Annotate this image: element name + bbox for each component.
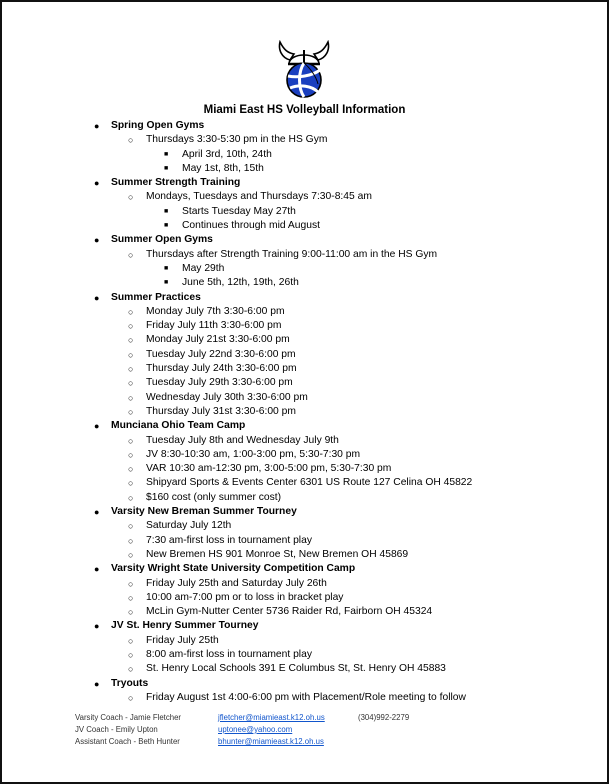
sub-list-item — [2, 276, 607, 290]
bullet-icon: ○ — [128, 335, 134, 346]
list-item — [2, 434, 607, 448]
bullet-icon: ○ — [128, 249, 134, 260]
list-item-text: Mondays, Tuesdays and Thursdays 7:30-8:45 am — [146, 191, 372, 203]
coach-name: Varsity Coach - Jamie Fletcher — [75, 713, 182, 722]
list-item-text: Tuesday July 22nd 3:30-6:00 pm — [146, 348, 296, 360]
list-item-text: Friday August 1st 4:00-6:00 pm with Placement/Role meeting to follow — [146, 691, 466, 703]
sub-list-item-text: May 1st, 8th, 15th — [182, 162, 264, 174]
list-item-text: VAR 10:30 am-12:30 pm, 3:00-5:00 pm, 5:30-7:30 pm — [146, 463, 392, 475]
list-item — [2, 348, 607, 362]
section-heading — [2, 419, 607, 433]
list-item-text: Monday July 7th 3:30-6:00 pm — [146, 305, 285, 317]
list-item — [2, 448, 607, 462]
bullet-icon: ■ — [164, 279, 169, 287]
bullet-icon: ○ — [128, 464, 134, 475]
bullet-icon: ○ — [128, 406, 134, 417]
section-heading-text: Spring Open Gyms — [111, 120, 205, 131]
list-item — [2, 548, 607, 562]
list-item — [2, 391, 607, 405]
sub-list-item — [2, 262, 607, 276]
sub-list-item — [2, 162, 607, 176]
list-item — [2, 577, 607, 591]
sub-list-item — [2, 205, 607, 219]
list-item — [2, 534, 607, 548]
contact-row — [75, 736, 535, 748]
list-item — [2, 376, 607, 390]
sub-list-item — [2, 219, 607, 233]
list-item-text: JV 8:30-10:30 am, 1:00-3:00 pm, 5:30-7:30 pm — [146, 448, 361, 460]
list-item-text: Friday July 25th and Saturday July 26th — [146, 577, 327, 589]
list-item-text: Thursday July 24th 3:30-6:00 pm — [146, 363, 297, 375]
section-heading — [2, 176, 607, 190]
list-item — [2, 605, 607, 619]
list-item-text: Thursdays after Strength Training 9:00-11:00 am in the HS Gym — [146, 248, 438, 260]
coach-email-link[interactable]: jfletcher@miamieast.k12.oh.us — [218, 713, 325, 722]
bullet-icon: ● — [94, 564, 100, 575]
list-item-text: Thursdays 3:30-5:30 pm in the HS Gym — [146, 134, 328, 146]
list-item-text: Tuesday July 29th 3:30-6:00 pm — [146, 377, 293, 389]
bullet-icon: ○ — [128, 607, 134, 618]
contact-info — [75, 712, 535, 748]
list-item-text: $160 cost (only summer cost) — [146, 491, 282, 503]
list-item-text: Shipyard Sports & Events Center 6301 US Route 127 Celina OH 45822 — [146, 477, 473, 489]
list-item-text: Saturday July 12th — [146, 520, 232, 532]
list-item-text: 10:00 am-7:00 pm or to loss in bracket play — [146, 591, 344, 603]
page-title: Miami East HS Volleyball Information — [203, 104, 406, 116]
bullet-icon: ● — [94, 235, 100, 246]
list-item — [2, 648, 607, 662]
bullet-icon: ■ — [164, 164, 169, 172]
bullet-icon: ○ — [128, 649, 134, 660]
coach-email-link[interactable]: uptonee@yahoo.com — [218, 725, 293, 734]
list-item-text: Friday July 11th 3:30-6:00 pm — [146, 320, 282, 332]
bullet-icon: ○ — [128, 478, 134, 489]
section-heading — [2, 505, 607, 519]
bullet-icon: ○ — [128, 321, 134, 332]
list-item — [2, 405, 607, 419]
bullet-icon: ■ — [164, 150, 169, 158]
list-item — [2, 691, 607, 705]
section-heading-text: Tryouts — [111, 677, 149, 689]
list-item — [2, 133, 607, 147]
bullet-icon: ○ — [128, 135, 134, 146]
coach-email-link[interactable]: bhunter@miamieast.k12.oh.us — [218, 737, 324, 746]
bullet-icon: ○ — [128, 192, 134, 203]
list-item — [2, 662, 607, 676]
section-heading — [2, 562, 607, 576]
bullet-icon: ■ — [164, 264, 169, 272]
list-item — [2, 190, 607, 204]
sub-list-item-text: Starts Tuesday May 27th — [182, 205, 296, 217]
bullet-icon: ○ — [128, 521, 134, 532]
bullet-icon: ■ — [164, 207, 169, 215]
sub-list-item-text: June 5th, 12th, 19th, 26th — [182, 277, 299, 289]
viking-volleyball-logo-icon — [276, 40, 332, 100]
list-item — [2, 248, 607, 262]
section-heading-text: Summer Practices — [111, 291, 201, 303]
list-item-text: Monday July 21st 3:30-6:00 pm — [146, 334, 290, 346]
section-heading — [2, 619, 607, 633]
bullet-icon: ○ — [128, 664, 134, 675]
list-item-text: Friday July 25th — [146, 634, 219, 646]
bullet-icon: ● — [94, 678, 100, 689]
list-item-text: Thursday July 31st 3:30-6:00 pm — [146, 405, 296, 417]
section-heading — [2, 119, 607, 133]
section-heading — [2, 677, 607, 691]
list-item-text: Wednesday July 30th 3:30-6:00 pm — [146, 391, 308, 403]
bullet-icon: ○ — [128, 364, 134, 375]
list-item — [2, 476, 607, 490]
bullet-icon: ○ — [128, 449, 134, 460]
section-heading-text: Varsity Wright State University Competition Camp — [111, 563, 356, 575]
bullet-icon: ○ — [128, 592, 134, 603]
section-heading — [2, 233, 607, 247]
bullet-icon: ● — [94, 292, 100, 303]
list-item — [2, 519, 607, 533]
list-item — [2, 591, 607, 605]
list-item — [2, 333, 607, 347]
list-item-text: Tuesday July 8th and Wednesday July 9th — [146, 434, 339, 446]
list-item — [2, 462, 607, 476]
bullet-icon: ○ — [128, 392, 134, 403]
bullet-icon: ○ — [128, 549, 134, 560]
bullet-icon: ○ — [128, 578, 134, 589]
list-item-text: New Bremen HS 901 Monroe St, New Bremen OH 45869 — [146, 548, 409, 560]
list-item — [2, 362, 607, 376]
sub-list-item-text: April 3rd, 10th, 24th — [182, 148, 272, 160]
bullet-icon: ● — [94, 621, 100, 632]
list-item-text: St. Henry Local Schools 391 E Columbus St, St. Henry OH 45883 — [146, 663, 446, 675]
bullet-icon: ○ — [128, 378, 134, 389]
list-item-text: McLin Gym-Nutter Center 5736 Raider Rd, Fairborn OH 45324 — [146, 606, 433, 618]
bullet-icon: ■ — [164, 222, 169, 230]
contact-row — [75, 712, 535, 724]
list-item — [2, 491, 607, 505]
section-heading-text: Summer Open Gyms — [111, 234, 213, 246]
coach-name: Assistant Coach - Beth Hunter — [75, 737, 180, 746]
bullet-icon: ○ — [128, 435, 134, 446]
section-heading-text: JV St. Henry Summer Tourney — [111, 620, 259, 632]
section-heading-text: Varsity New Breman Summer Tourney — [111, 506, 297, 518]
bullet-icon: ○ — [128, 306, 134, 317]
bullet-icon: ○ — [128, 492, 134, 503]
bullet-icon: ○ — [128, 535, 134, 546]
section-heading — [2, 291, 607, 305]
bullet-icon: ○ — [128, 349, 134, 360]
bullet-icon: ● — [94, 421, 100, 432]
coach-phone: (304)992-2279 — [358, 713, 410, 722]
bullet-icon: ● — [94, 121, 100, 131]
sub-list-item-text: Continues through mid August — [182, 220, 320, 232]
bullet-icon: ● — [94, 507, 100, 518]
list-item-text: 8:00 am-first loss in tournament play — [146, 648, 312, 660]
schedule-list — [2, 119, 607, 705]
section-heading-text: Summer Strength Training — [111, 177, 241, 189]
bullet-icon: ○ — [128, 692, 134, 703]
contact-row — [75, 724, 535, 736]
list-item — [2, 319, 607, 333]
list-item — [2, 634, 607, 648]
list-item-text: 7:30 am-first loss in tournament play — [146, 534, 312, 546]
bullet-icon: ○ — [128, 635, 134, 646]
sub-list-item-text: May 29th — [182, 262, 225, 274]
bullet-icon: ● — [94, 178, 100, 189]
sub-list-item — [2, 148, 607, 162]
list-item — [2, 305, 607, 319]
section-heading-text: Munciana Ohio Team Camp — [111, 420, 246, 432]
coach-name: JV Coach - Emily Upton — [75, 725, 158, 734]
